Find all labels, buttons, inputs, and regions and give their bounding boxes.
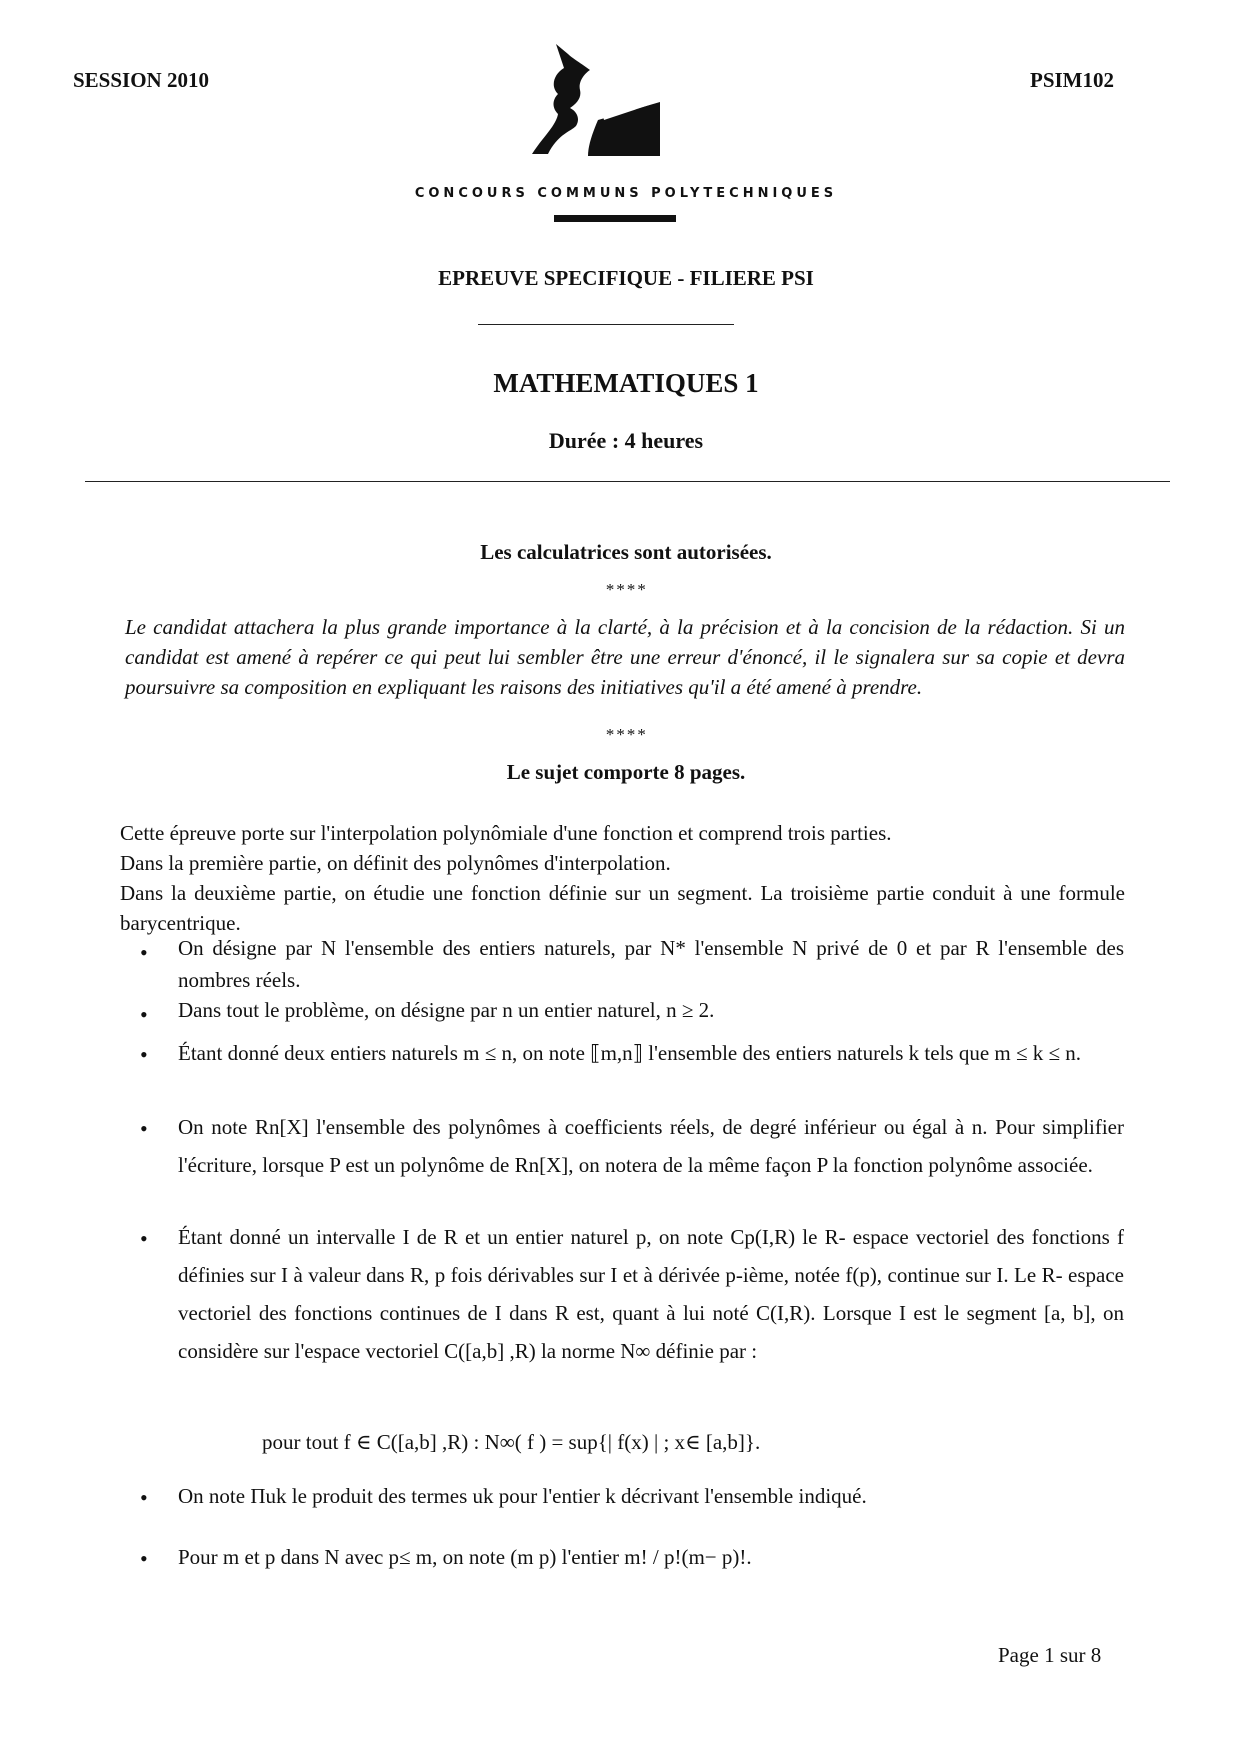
bullet-integer-range: Étant donné deux entiers naturels m ≤ n, on note ⟦m,n⟧ l'ensemble des entiers naturels k tels que m ≤ k ≤ n.	[178, 1041, 1082, 1065]
session-label: SESSION 2010	[73, 68, 209, 92]
bullet-product: On note Πuk le produit des termes uk pour l'entier k décrivant l'ensemble indiqué.	[178, 1484, 867, 1508]
bullet-icon: •	[140, 1226, 148, 1251]
bullet-n: Dans tout le problème, on désigne par n un entier naturel, n ≥ 2.	[178, 998, 715, 1022]
stars-separator: ****	[605, 580, 647, 599]
ccp-logo-icon	[528, 42, 688, 162]
intro-text	[120, 818, 1125, 938]
instructions: Le candidat attachera la plus grande importance à la clarté, à la précision et à la concision de la rédaction. Si un candidat est amené à repérer ce qui peut lui sembler être une erreur d'énoncé, il le signalera sur sa copie et devra poursuivre sa composition en expliquant les raisons des initiatives qu'il a été amené à prendre.	[125, 615, 1125, 699]
subject-title: MATHEMATIQUES 1	[493, 368, 759, 398]
intro-paragraph: Dans la deuxième partie, on étudie une fonction définie sur un segment. La troisième partie conduit à une formule barycentrique.	[120, 881, 1125, 935]
logo-text: CONCOURS COMMUNS POLYTECHNIQUES	[414, 186, 838, 201]
page-number: Page 1 sur 8	[998, 1643, 1102, 1667]
bullet-binomial: Pour m et p dans N avec p≤ m, on note (m p) l'entier m! / p!(m− p)!.	[178, 1545, 752, 1569]
pages-notice: Le sujet comporte 8 pages.	[506, 760, 746, 784]
bullet-sets: On désigne par N l'ensemble des entiers naturels, par N* l'ensemble N privé de 0 et par R l'ensemble des nombres réels.	[178, 936, 1124, 992]
bullet-icon: •	[140, 1002, 148, 1027]
header-divider	[85, 481, 1170, 482]
bullet-polynomials: On note Rn[X] l'ensemble des polynômes à coefficients réels, de degré inférieur ou égal à n. Pour simplifier l'écriture, lorsque P est un polynôme de Rn[X], on notera de la même façon P la fonction polynôme associée.	[178, 1115, 1124, 1177]
bullet-function-spaces: Étant donné un intervalle I de R et un entier naturel p, on note Cp(I,R) le R- espace vectoriel des fonctions f définies sur I à valeur dans R, p fois dérivables sur I et à dérivée p-ième, notée f(p), continue sur I. Le R- espace vectoriel des fonctions continues de I dans R est, quant à lui noté C(I,R). Lorsque I est le segment [a, b], on considère sur l'espace vectoriel C([a,b] ,R) la norme N∞ définie par :	[178, 1225, 1124, 1363]
stars-separator: ****	[605, 725, 647, 744]
bullet-icon: •	[140, 1546, 148, 1571]
epreuve-title: EPREUVE SPECIFIQUE - FILIERE PSI	[438, 266, 814, 290]
bullet-icon: •	[140, 1485, 148, 1510]
intro-paragraph: Cette épreuve porte sur l'interpolation polynômiale d'une fonction et comprend trois parties.	[120, 821, 892, 845]
duration: Durée : 4 heures	[548, 428, 704, 453]
logo-underline	[554, 215, 676, 222]
intro-paragraph: Dans la première partie, on définit des polynômes d'interpolation.	[120, 851, 671, 875]
bullet-icon: •	[140, 1042, 148, 1067]
exam-code: PSIM102	[1030, 68, 1114, 92]
bullet-icon: •	[140, 1116, 148, 1141]
bullet-icon: •	[140, 940, 148, 965]
title-divider	[478, 324, 734, 325]
calculators-notice: Les calculatrices sont autorisées.	[480, 540, 772, 564]
norm-definition: pour tout f ∈ C([a,b] ,R) : N∞( f ) = sup{| f(x) | ; x∈ [a,b]}.	[262, 1430, 761, 1454]
